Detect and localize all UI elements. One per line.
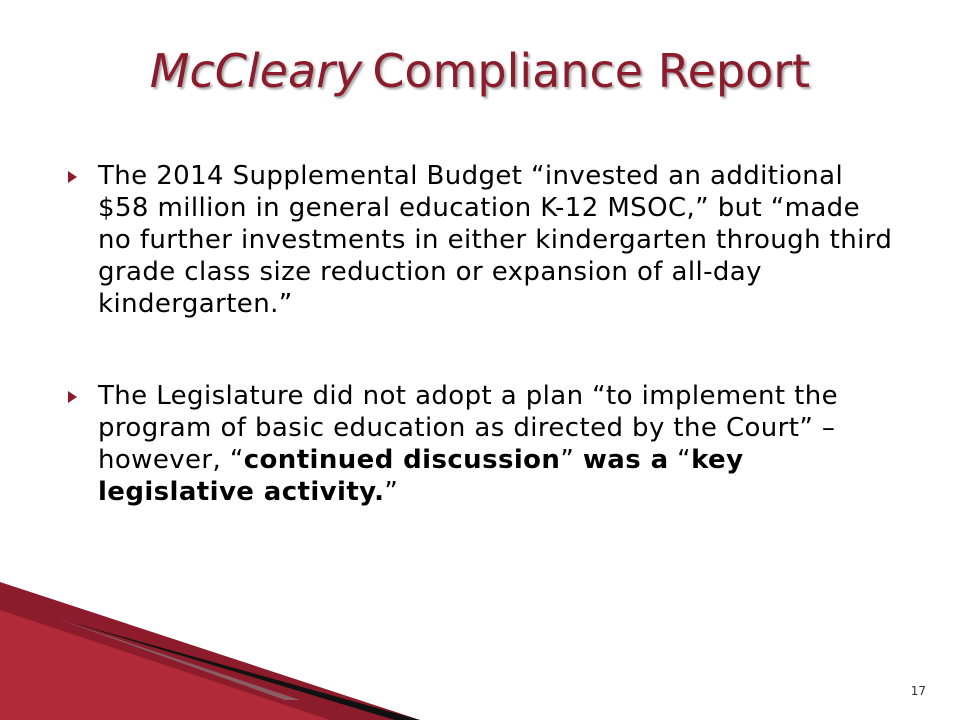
bullet-2-bold-part1: continued discussion <box>243 445 561 475</box>
title-regular-part: Compliance Report <box>372 44 811 98</box>
bullet-list <box>68 160 898 508</box>
decorative-swoosh <box>0 570 420 720</box>
bullet-2-text-part1: The Legislature did not adopt a plan “to implement the program of basic education as directed by the Court” – however, “ <box>98 381 839 475</box>
bullet-2-text-part2: ” <box>560 445 583 475</box>
swoosh-red <box>0 610 330 720</box>
slide-title <box>0 44 960 99</box>
bullet-2-text-part4: ” <box>384 477 399 507</box>
bullet-1-text: The 2014 Supplemental Budget “invested an additional $58 million in general education K-12 MSOC,” but “made no further investments in either kindergarten through third grade class size reduction or expansion of all-day kindergarten.” <box>98 161 893 319</box>
bullet-2-bold-part3: key legislative activity. <box>98 445 744 507</box>
triangle-bullet-icon <box>68 171 77 183</box>
bullet-item-1 <box>68 160 898 320</box>
page-number: 17 <box>910 684 926 698</box>
title-italic-part: McCleary <box>149 44 363 98</box>
bullet-2-text-part3: “ <box>668 445 692 475</box>
bullet-2-bold-part2: was a <box>582 445 669 475</box>
triangle-bullet-icon <box>68 391 77 403</box>
bullet-item-2 <box>68 380 898 508</box>
